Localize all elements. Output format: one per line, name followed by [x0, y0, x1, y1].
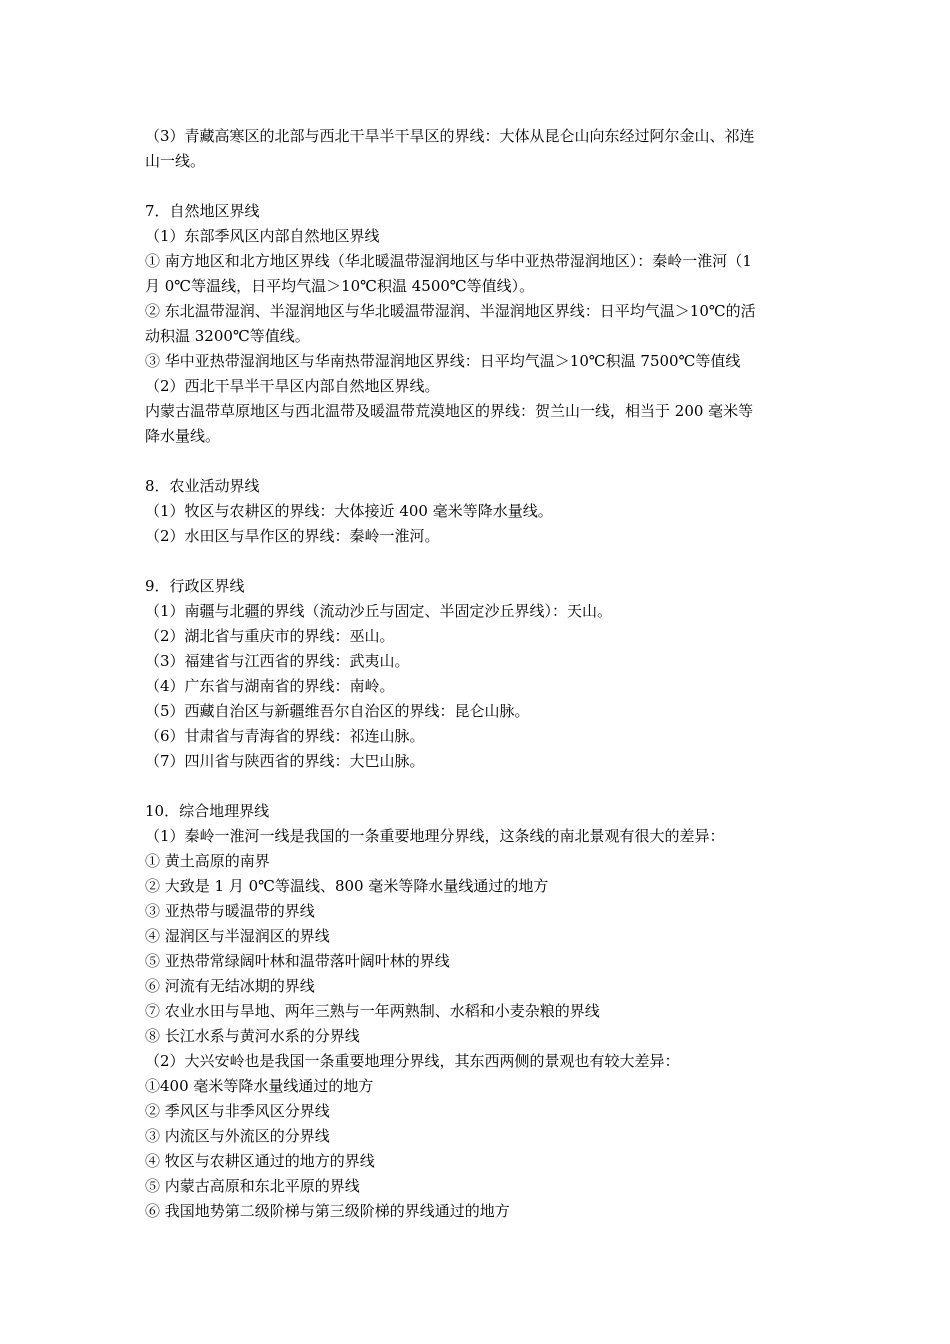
text-line: （2）水田区与旱作区的界线：秦岭一淮河。 — [145, 527, 440, 545]
section-spacer — [145, 174, 811, 199]
text-line: （1）秦岭一淮河一线是我国的一条重要地理分界线，这条线的南北景观有很大的差异： — [145, 827, 725, 845]
document-section — [145, 124, 811, 174]
text-line: ⑤ 亚热带常绿阔叶林和温带落叶阔叶林的界线 — [145, 952, 450, 970]
section-spacer — [145, 549, 811, 574]
text-line: （2）西北干旱半干旱区内部自然地区界线。 — [145, 377, 440, 395]
text-line: （4）广东省与湖南省的界线：南岭。 — [145, 677, 395, 695]
text-line: （3）福建省与江西省的界线：武夷山。 — [145, 652, 410, 670]
text-line: （2）湖北省与重庆市的界线：巫山。 — [145, 627, 395, 645]
text-line: ③ 内流区与外流区的分界线 — [145, 1127, 330, 1145]
text-line: （1）牧区与农耕区的界线：大体接近 400 毫米等降水量线。 — [145, 502, 553, 520]
section-heading: 7．自然地区界线 — [145, 202, 260, 220]
text-line: ①400 毫米等降水量线通过的地方 — [145, 1077, 374, 1095]
text-line: ④ 牧区与农耕区通过的地方的界线 — [145, 1152, 375, 1170]
section-heading: 8．农业活动界线 — [145, 477, 260, 495]
text-line: （1）东部季风区内部自然地区界线 — [145, 227, 380, 245]
document-section — [145, 799, 811, 1224]
section-spacer — [145, 449, 811, 474]
text-line: 动积温 3200℃等值线。 — [145, 327, 310, 345]
text-line: ① 黄土高原的南界 — [145, 852, 270, 870]
text-line: （7）四川省与陕西省的界线：大巴山脉。 — [145, 752, 425, 770]
text-line: ⑧ 长江水系与黄河水系的分界线 — [145, 1027, 360, 1045]
text-line: （1）南疆与北疆的界线（流动沙丘与固定、半固定沙丘界线）：天山。 — [145, 602, 613, 620]
text-line: ② 东北温带湿润、半湿润地区与华北暖温带湿润、半湿润地区界线：日平均气温＞10℃的活 — [145, 302, 756, 320]
text-line: ⑦ 农业水田与旱地、两年三熟与一年两熟制、水稻和小麦杂粮的界线 — [145, 1002, 600, 1020]
text-line: ⑤ 内蒙古高原和东北平原的界线 — [145, 1177, 360, 1195]
text-line: ② 季风区与非季风区分界线 — [145, 1102, 330, 1120]
document-section — [145, 199, 811, 449]
section-heading: 10．综合地理界线 — [145, 802, 270, 820]
document-section — [145, 474, 811, 549]
text-line: ② 大致是 1 月 0℃等温线、800 毫米等降水量线通过的地方 — [145, 877, 549, 895]
section-spacer — [145, 774, 811, 799]
document-section — [145, 574, 811, 774]
text-line: 降水量线。 — [145, 427, 221, 445]
document-body — [145, 124, 811, 1224]
text-line: ⑥ 河流有无结冰期的界线 — [145, 977, 315, 995]
text-line: ① 南方地区和北方地区界线（华北暖温带湿润地区与华中亚热带湿润地区）：秦岭一淮河（1 — [145, 252, 752, 270]
text-line: ⑥ 我国地势第二级阶梯与第三级阶梯的界线通过的地方 — [145, 1202, 510, 1220]
section-heading: 9．行政区界线 — [145, 577, 245, 595]
text-line: 月 0℃等温线，日平均气温＞10℃积温 4500℃等值线）。 — [145, 277, 535, 295]
text-line: ④ 湿润区与半湿润区的界线 — [145, 927, 330, 945]
text-line: （2）大兴安岭也是我国一条重要地理分界线，其东西两侧的景观也有较大差异： — [145, 1052, 680, 1070]
text-line: 内蒙古温带草原地区与西北温带及暖温带荒漠地区的界线：贺兰山一线，相当于 200 毫米等 — [145, 402, 754, 420]
text-line: （5）西藏自治区与新疆维吾尔自治区的界线：昆仑山脉。 — [145, 702, 530, 720]
text-line: ③ 华中亚热带湿润地区与华南热带湿润地区界线：日平均气温＞10℃积温 7500℃等值线 — [145, 352, 741, 370]
text-line: （3）青藏高寒区的北部与西北干旱半干旱区的界线：大体从昆仑山向东经过阿尔金山、祁连 — [145, 127, 755, 145]
text-line: ③ 亚热带与暖温带的界线 — [145, 902, 315, 920]
text-line: 山一线。 — [145, 152, 206, 170]
text-line: （6）甘肃省与青海省的界线：祁连山脉。 — [145, 727, 425, 745]
